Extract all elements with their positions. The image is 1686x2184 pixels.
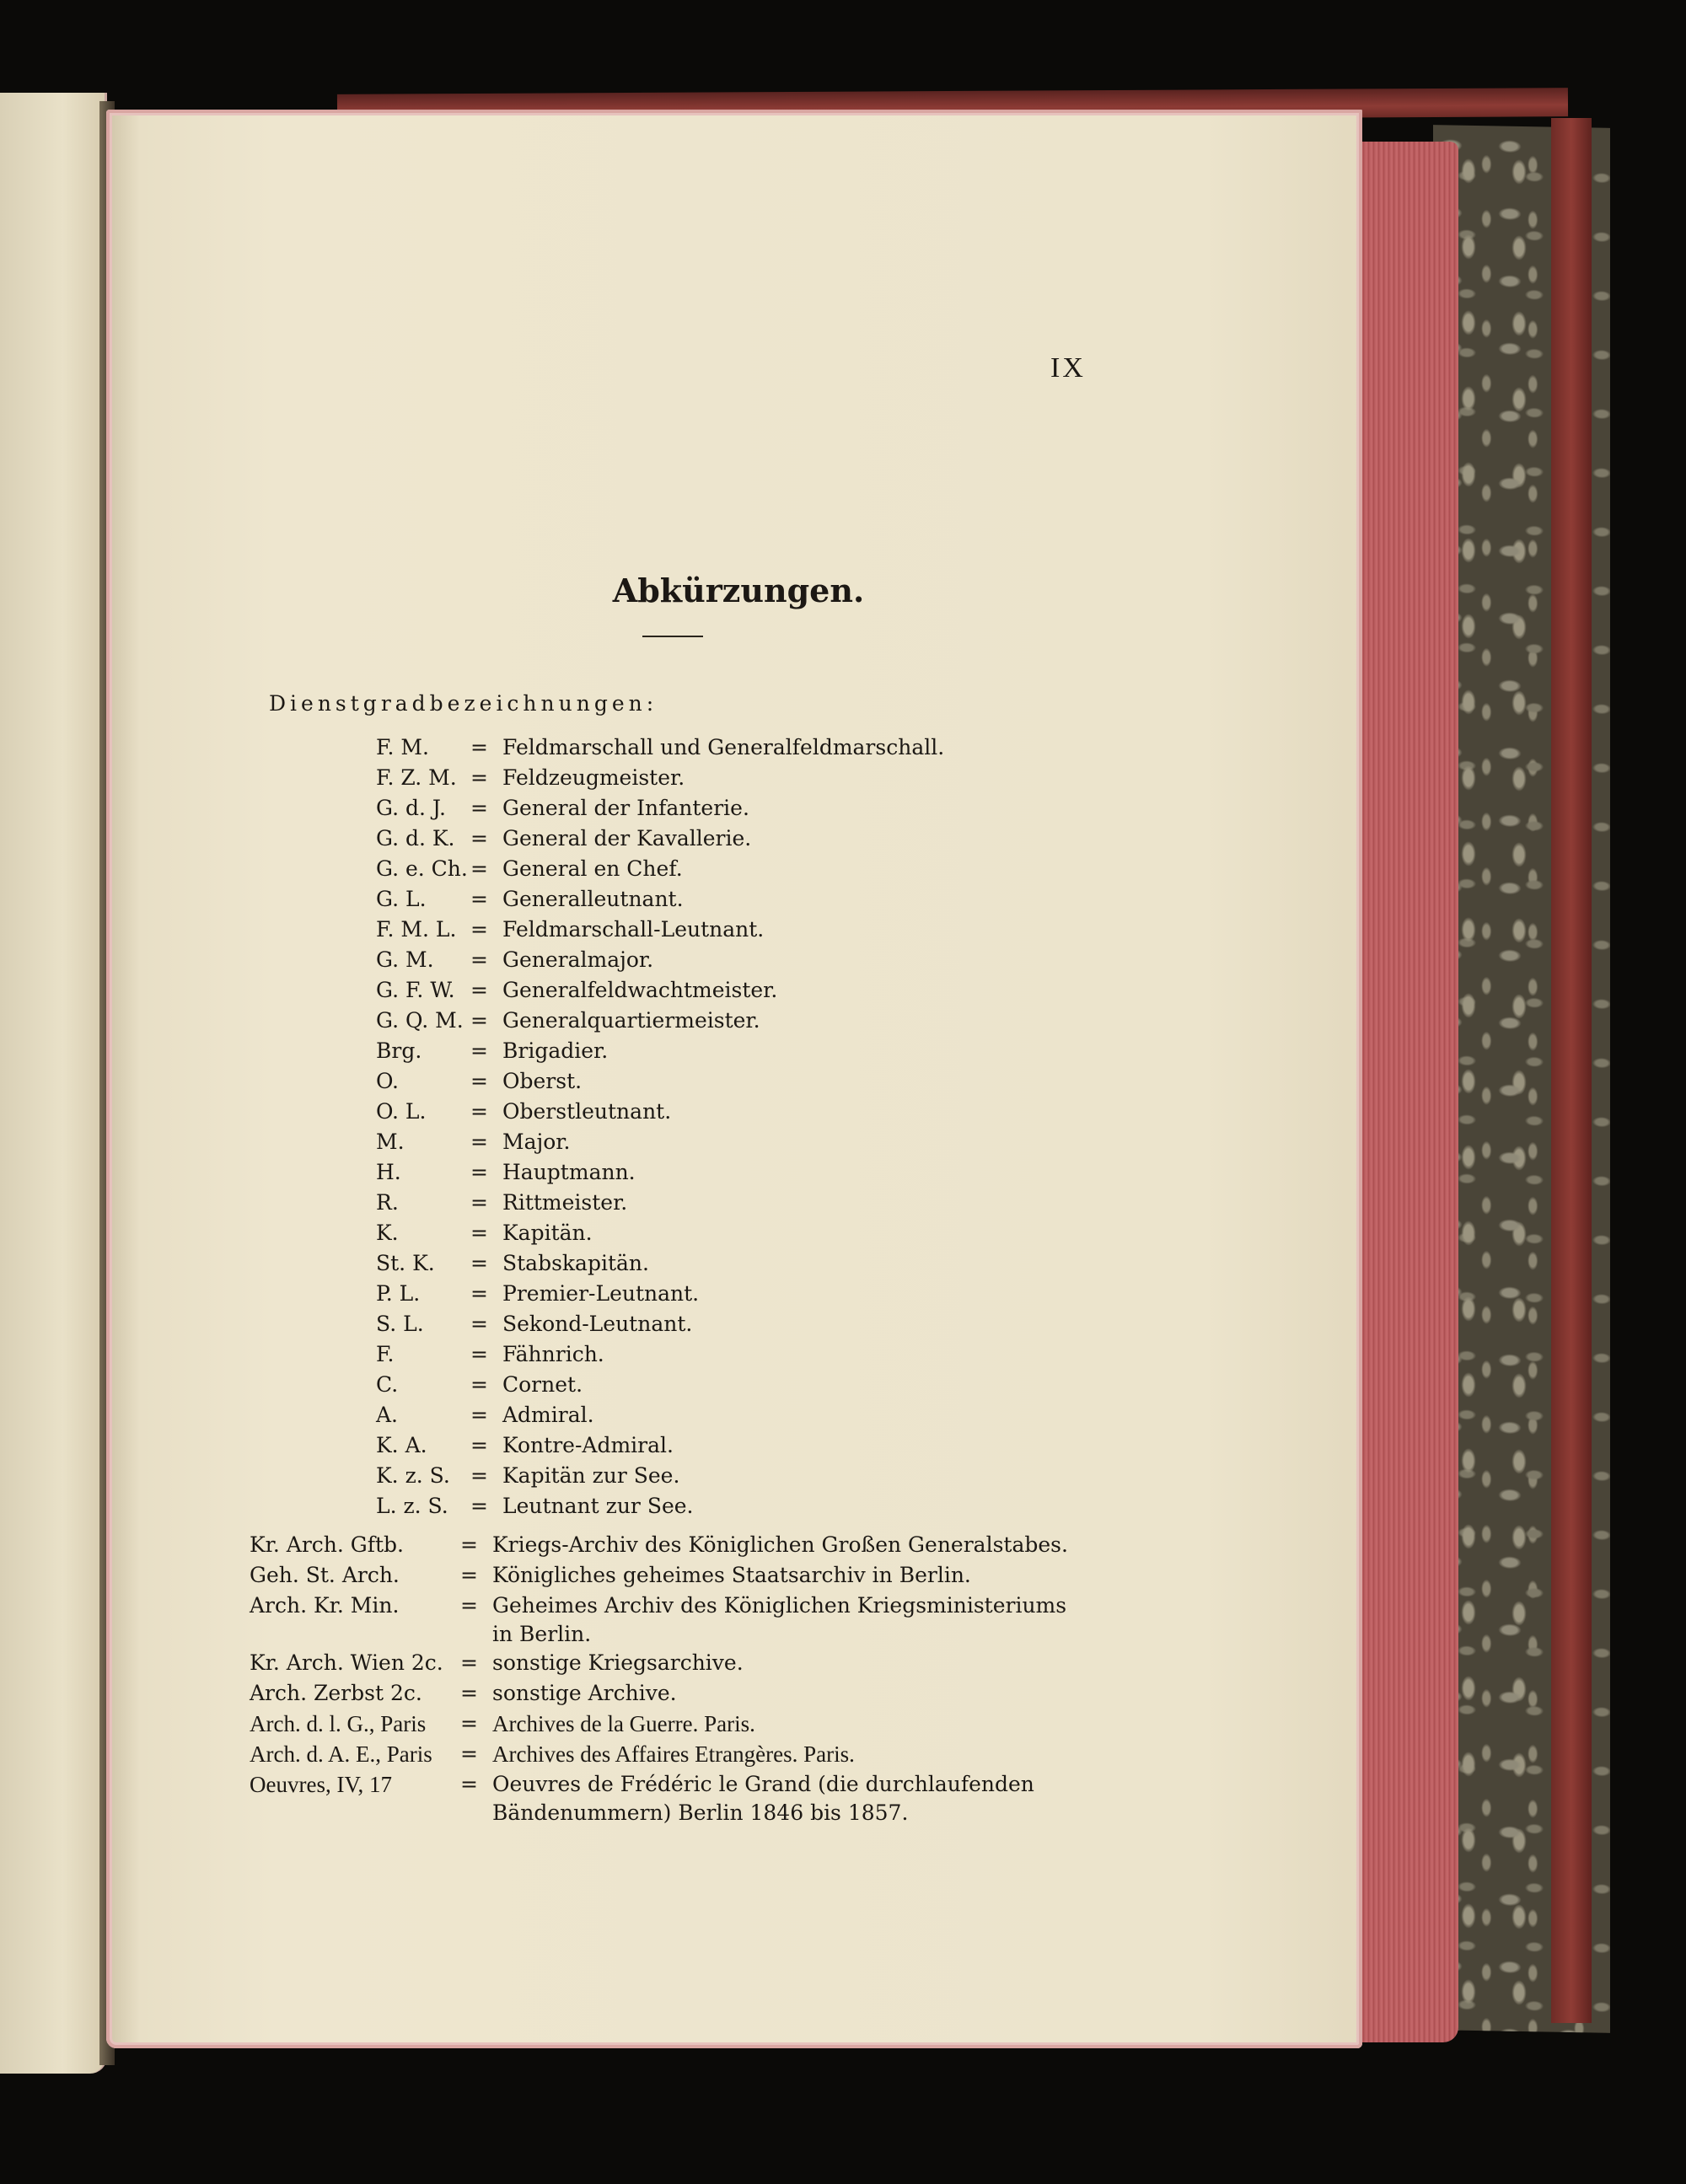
abbreviation-row [376, 1280, 1135, 1310]
definition: Oberstleutnant. [502, 1099, 672, 1124]
abbreviation: G. e. Ch. [376, 856, 468, 881]
abbreviation-row [250, 1649, 1177, 1679]
abbreviation-row [376, 885, 1135, 915]
definition: Kriegs-Archiv des Königlichen Großen Generalstabes. [492, 1532, 1068, 1557]
abbreviation-row [376, 1340, 1135, 1371]
abbreviation-row [376, 1128, 1135, 1158]
definition: Hauptmann. [502, 1160, 636, 1184]
definition: General en Chef. [502, 856, 683, 881]
section-heading: Dienstgradbezeichnungen: [269, 691, 658, 716]
abbreviation: Geh. St. Arch. [250, 1563, 400, 1587]
abbreviation-row [250, 1770, 1177, 1827]
abbreviation: Arch. d. l. G., Paris [250, 1711, 427, 1736]
abbreviation-row [376, 1219, 1135, 1249]
definition: General der Infanterie. [502, 796, 749, 820]
abbreviation: O. [376, 1069, 399, 1093]
definition: Major. [502, 1130, 571, 1154]
abbreviation: K. z. S. [376, 1463, 450, 1488]
abbreviation-row [376, 1249, 1135, 1280]
abbreviation: Oeuvres, IV, 17 [250, 1772, 392, 1797]
equals-sign: = [470, 796, 488, 820]
page-block-red-edges [1349, 142, 1458, 2042]
definition: Generalquartiermeister. [502, 1008, 760, 1033]
definition: Feldzeugmeister. [502, 765, 685, 790]
definition: Premier-Leutnant. [502, 1281, 700, 1306]
abbreviation-row [376, 1189, 1135, 1219]
abbreviation-row [376, 1037, 1135, 1067]
definition: sonstige Archive. [492, 1681, 677, 1705]
equals-sign: = [470, 826, 488, 851]
definition: Rittmeister. [502, 1190, 628, 1215]
equals-sign: = [460, 1563, 478, 1587]
abbreviation-row [376, 1006, 1135, 1037]
equals-sign: = [470, 1069, 488, 1093]
abbreviation: Arch. d. A. E., Paris [250, 1741, 432, 1767]
equals-sign: = [460, 1772, 478, 1796]
abbreviation-row [376, 855, 1135, 885]
abbreviation-row [376, 1492, 1135, 1522]
abbreviation-row [376, 1067, 1135, 1097]
equals-sign: = [470, 947, 488, 972]
equals-sign: = [470, 1160, 488, 1184]
definition: Archives des Affaires Etrangères. Paris. [492, 1741, 855, 1767]
abbreviation: O. L. [376, 1099, 427, 1124]
definition: Generalmajor. [502, 947, 654, 972]
equals-sign: = [470, 1281, 488, 1306]
abbreviation: M. [376, 1130, 405, 1154]
right-page [106, 110, 1362, 2048]
equals-sign: = [470, 1099, 488, 1124]
abbreviation: R. [376, 1190, 399, 1215]
abbreviation: G. M. [376, 947, 434, 972]
definition: Geheimes Archiv des Königlichen Kriegsministeriums in Berlin. [492, 1593, 1067, 1646]
definition: Feldmarschall-Leutnant. [502, 917, 765, 942]
abbreviation: F. Z. M. [376, 765, 457, 790]
equals-sign: = [470, 1494, 488, 1518]
abbreviation: A. [376, 1403, 399, 1427]
abbreviation: Brg. [376, 1038, 422, 1063]
equals-sign: = [460, 1681, 478, 1705]
equals-sign: = [470, 1190, 488, 1215]
abbreviation: S. L. [376, 1312, 424, 1336]
archive-abbreviation-list [250, 1531, 1177, 1827]
definition: Generalfeldwachtmeister. [502, 978, 778, 1002]
abbreviation: Arch. Zerbst 2c. [250, 1681, 422, 1705]
equals-sign: = [460, 1711, 478, 1736]
equals-sign: = [470, 1221, 488, 1245]
abbreviation-row [250, 1561, 1177, 1591]
equals-sign: = [470, 917, 488, 942]
equals-sign: = [470, 735, 488, 759]
abbreviation: P. L. [376, 1281, 421, 1306]
abbreviation: K. [376, 1221, 399, 1245]
definition: General der Kavallerie. [502, 826, 752, 851]
abbreviation: C. [376, 1372, 399, 1397]
equals-sign: = [470, 1130, 488, 1154]
abbreviation: G. F. W. [376, 978, 455, 1002]
abbreviation-row [376, 1158, 1135, 1189]
page-number: IX [1050, 352, 1086, 384]
definition: Feldmarschall und Generalfeldmarschall. [502, 735, 945, 759]
abbreviation-row [376, 1310, 1135, 1340]
abbreviation: G. L. [376, 887, 427, 911]
rank-abbreviation-list [376, 733, 1135, 1522]
abbreviation: Arch. Kr. Min. [250, 1593, 400, 1618]
definition: Admiral. [502, 1403, 594, 1427]
abbreviation-row [250, 1591, 1177, 1649]
definition: Leutnant zur See. [502, 1494, 694, 1518]
definition: Generalleutnant. [502, 887, 684, 911]
definition: Stabskapitän. [502, 1251, 649, 1275]
equals-sign: = [470, 1372, 488, 1397]
definition: Kapitän. [502, 1221, 593, 1245]
abbreviation: G. d. K. [376, 826, 455, 851]
cover-right-edge [1551, 118, 1592, 2023]
abbreviation-row [376, 1401, 1135, 1431]
abbreviation-row [250, 1531, 1177, 1561]
equals-sign: = [470, 1342, 488, 1366]
equals-sign: = [460, 1650, 478, 1675]
abbreviation: F. M. [376, 735, 429, 759]
equals-sign: = [470, 1403, 488, 1427]
abbreviation-row [376, 1431, 1135, 1462]
abbreviation-row [376, 794, 1135, 824]
abbreviation-row [376, 824, 1135, 855]
definition: Cornet. [502, 1372, 583, 1397]
abbreviation: Kr. Arch. Gftb. [250, 1532, 404, 1557]
equals-sign: = [470, 887, 488, 911]
title-rule [642, 636, 703, 637]
equals-sign: = [470, 856, 488, 881]
page-title: Abkürzungen. [612, 571, 865, 609]
equals-sign: = [470, 1312, 488, 1336]
abbreviation: Kr. Arch. Wien 2c. [250, 1650, 443, 1675]
definition: Oeuvres de Frédéric le Grand (die durchlaufenden Bändenummern) Berlin 1846 bis 1857. [492, 1772, 1034, 1825]
abbreviation: F. [376, 1342, 395, 1366]
abbreviation: K. A. [376, 1433, 427, 1457]
definition: Fähnrich. [502, 1342, 604, 1366]
page-content [106, 110, 1362, 2048]
equals-sign: = [470, 765, 488, 790]
abbreviation-row [376, 1462, 1135, 1492]
abbreviation-row [376, 1097, 1135, 1128]
abbreviation-row [250, 1740, 1177, 1770]
definition: Oberst. [502, 1069, 583, 1093]
definition: Königliches geheimes Staatsarchiv in Berlin. [492, 1563, 971, 1587]
definition: sonstige Kriegsarchive. [492, 1650, 744, 1675]
abbreviation: G. d. J. [376, 796, 446, 820]
abbreviation-row [376, 946, 1135, 976]
equals-sign: = [470, 1463, 488, 1488]
equals-sign: = [470, 978, 488, 1002]
equals-sign: = [460, 1741, 478, 1766]
abbreviation-row [376, 915, 1135, 946]
equals-sign: = [460, 1593, 478, 1618]
abbreviation: L. z. S. [376, 1494, 448, 1518]
definition: Kontre-Admiral. [502, 1433, 674, 1457]
abbreviation: G. Q. M. [376, 1008, 464, 1033]
equals-sign: = [460, 1532, 478, 1557]
abbreviation: F. M. L. [376, 917, 457, 942]
abbreviation-row [376, 764, 1135, 794]
definition: Brigadier. [502, 1038, 609, 1063]
equals-sign: = [470, 1433, 488, 1457]
definition: Kapitän zur See. [502, 1463, 680, 1488]
equals-sign: = [470, 1038, 488, 1063]
abbreviation-row [376, 976, 1135, 1006]
equals-sign: = [470, 1251, 488, 1275]
left-page [0, 93, 107, 2074]
abbreviation-row [376, 1371, 1135, 1401]
definition: Archives de la Guerre. Paris. [492, 1711, 755, 1736]
abbreviation: H. [376, 1160, 401, 1184]
abbreviation: St. K. [376, 1251, 435, 1275]
definition: Sekond-Leutnant. [502, 1312, 693, 1336]
equals-sign: = [470, 1008, 488, 1033]
abbreviation-row [250, 1679, 1177, 1709]
abbreviation-row [376, 733, 1135, 764]
abbreviation-row [250, 1709, 1177, 1740]
